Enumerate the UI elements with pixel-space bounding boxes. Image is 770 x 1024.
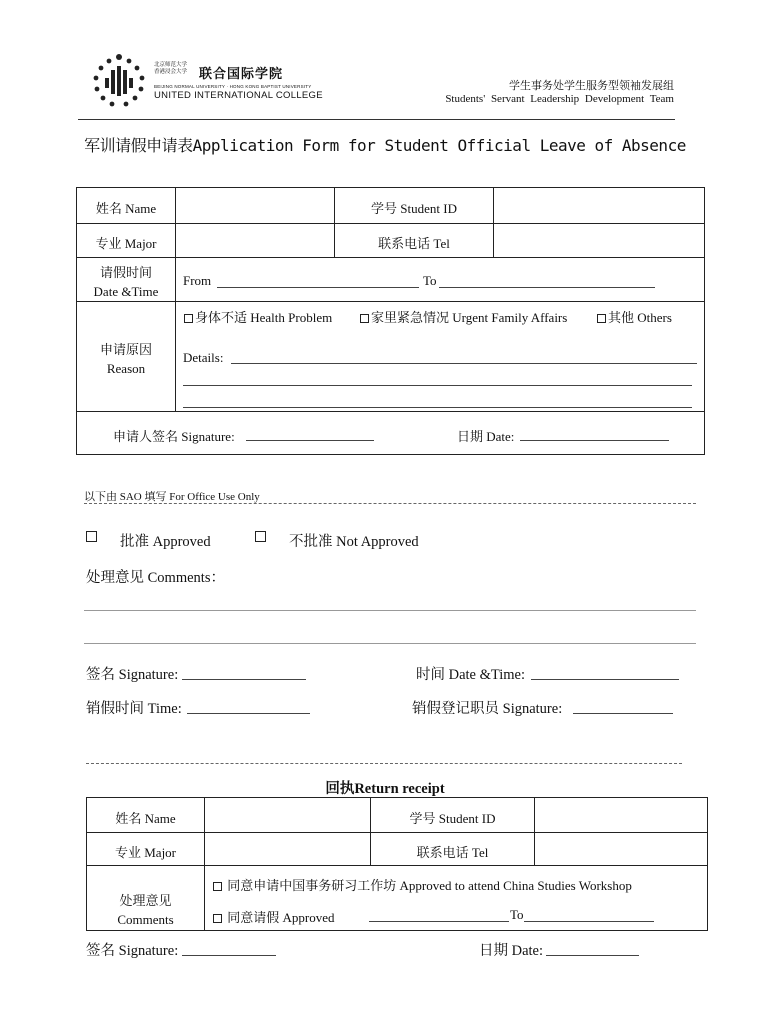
receipt-approved-label: 同意请假 Approved <box>227 910 335 925</box>
office-use-heading: 以下由 SAO 填写 For Office Use Only <box>84 491 260 503</box>
receipt-student-id-field[interactable] <box>535 799 706 831</box>
reason-option-family[interactable] <box>360 307 567 326</box>
receipt-date-label: 日期 Date: <box>479 943 544 959</box>
receipt-date-field[interactable] <box>546 955 639 956</box>
receipt-tel-label: 联系电话 Tel <box>416 845 489 860</box>
receipt-comments-label-en: Comments <box>117 912 174 927</box>
receipt-heading-cn: 回执 <box>325 781 355 797</box>
others-label: 其他 Others <box>608 310 672 325</box>
form-title: 军训请假申请表Application Form for Student Official Leave of Absence <box>84 136 686 155</box>
uic-logo-text <box>154 62 323 101</box>
from-date-field[interactable] <box>217 287 419 288</box>
row-divider <box>77 301 704 302</box>
cut-line <box>86 763 682 764</box>
tel-field[interactable] <box>494 224 703 256</box>
applicant-date-label: 日期 Date: <box>457 429 515 444</box>
receipt-to-label: To <box>510 907 524 922</box>
name-label: 姓名 Name <box>95 201 157 216</box>
major-field[interactable] <box>176 224 333 256</box>
uic-logo-icon <box>88 52 150 110</box>
details-label: Details: <box>183 350 224 365</box>
receipt-name-field[interactable] <box>205 799 369 831</box>
applicant-date-field[interactable] <box>520 440 669 441</box>
name-field[interactable] <box>176 189 333 222</box>
comments-label: 处理意见 Comments： <box>86 570 225 586</box>
receipt-comments-label-cn: 处理意见 <box>119 893 172 908</box>
receipt-heading-en: Return receipt <box>354 781 445 797</box>
reason-option-others[interactable] <box>597 307 672 326</box>
reason-label-cn: 申请原因 <box>99 342 152 357</box>
receipt-major-label: 专业 Major <box>114 845 177 860</box>
receipt-heading <box>0 777 770 798</box>
workshop-option[interactable] <box>213 875 632 894</box>
receipt-approved-checkbox[interactable] <box>213 914 222 923</box>
office-date-time-label: 时间 Date &Time: <box>416 667 526 683</box>
major-label: 专业 Major <box>95 236 157 251</box>
health-problem-label: 身体不适 Health Problem <box>195 310 333 325</box>
reason-label-en: Reason <box>106 361 146 376</box>
row-divider <box>87 865 707 866</box>
office-signature-label: 签名 Signature: <box>86 667 179 683</box>
leave-time-label-cn: 请假时间 <box>99 265 152 280</box>
workshop-label: 同意申请中国事务研习工作坊 Approved to attend China Studies Workshop <box>227 878 632 893</box>
receipt-table <box>86 797 708 931</box>
receipt-student-id-label: 学号 Student ID <box>409 811 496 826</box>
student-id-label: 学号 Student ID <box>371 201 457 216</box>
logo-en-small: BEIJING NORMAL UNIVERSITY · HONG KONG BAPTIST UNIVERSITY <box>154 84 312 89</box>
leave-time-label-en: Date &Time <box>93 284 159 299</box>
team-name-cn: 学生事务处学生服务型领袖发展组 <box>509 80 674 92</box>
approved-checkbox[interactable] <box>86 531 97 542</box>
to-label: To <box>423 273 437 288</box>
applicant-signature-field[interactable] <box>246 440 374 441</box>
receipt-tel-field[interactable] <box>535 833 706 864</box>
office-use-dashed-rule <box>84 503 696 504</box>
not-approved-label: 不批准 Not Approved <box>289 534 419 550</box>
logo-en-name: UNITED INTERNATIONAL COLLEGE <box>154 90 323 101</box>
office-signature-field[interactable] <box>182 679 306 680</box>
details-line-2[interactable] <box>183 385 692 386</box>
header-rule <box>78 119 675 120</box>
approved-label: 批准 Approved <box>120 534 211 550</box>
row-divider <box>77 411 704 412</box>
workshop-checkbox[interactable] <box>213 882 222 891</box>
logo-cn-name: 联合国际学院 <box>199 67 284 82</box>
receipt-name-label: 姓名 Name <box>115 811 176 826</box>
receipt-to-field[interactable] <box>524 921 654 922</box>
others-checkbox[interactable] <box>597 314 606 323</box>
to-date-field[interactable] <box>439 287 655 288</box>
applicant-signature-label: 申请人签名 Signature: <box>113 429 235 444</box>
receipt-major-field[interactable] <box>205 833 369 864</box>
tel-label: 联系电话 Tel <box>378 236 450 251</box>
urgent-family-label: 家里紧急情况 Urgent Family Affairs <box>371 310 568 325</box>
from-label: From <box>183 273 212 288</box>
receipt-signature-field[interactable] <box>182 955 276 956</box>
logo-cn-small-2: 香港浸会大学 <box>154 68 188 75</box>
application-form-table <box>76 187 705 455</box>
cancel-time-field[interactable] <box>187 713 310 714</box>
urgent-family-checkbox[interactable] <box>360 314 369 323</box>
cancel-clerk-field[interactable] <box>573 713 673 714</box>
student-id-field[interactable] <box>494 189 703 222</box>
comments-line-1[interactable] <box>84 610 696 611</box>
cancel-clerk-label: 销假登记职员 Signature: <box>412 701 563 717</box>
receipt-approved-option[interactable] <box>213 907 335 926</box>
approved-option[interactable] <box>86 530 97 547</box>
not-approved-option[interactable] <box>255 530 266 547</box>
team-name-en: Students' Servant Leadership Development Team <box>445 93 674 105</box>
health-problem-checkbox[interactable] <box>184 314 193 323</box>
comments-line-2[interactable] <box>84 643 696 644</box>
office-date-time-field[interactable] <box>531 679 679 680</box>
details-line-1[interactable] <box>231 363 697 364</box>
not-approved-checkbox[interactable] <box>255 531 266 542</box>
row-divider <box>77 257 704 258</box>
details-line-3[interactable] <box>183 407 692 408</box>
cancel-time-label: 销假时间 Time: <box>86 701 182 717</box>
receipt-from-field[interactable] <box>369 921 509 922</box>
reason-option-health[interactable] <box>184 307 332 326</box>
receipt-signature-label: 签名 Signature: <box>86 943 179 959</box>
logo-cn-small-1: 北京师范大学 <box>154 62 188 68</box>
